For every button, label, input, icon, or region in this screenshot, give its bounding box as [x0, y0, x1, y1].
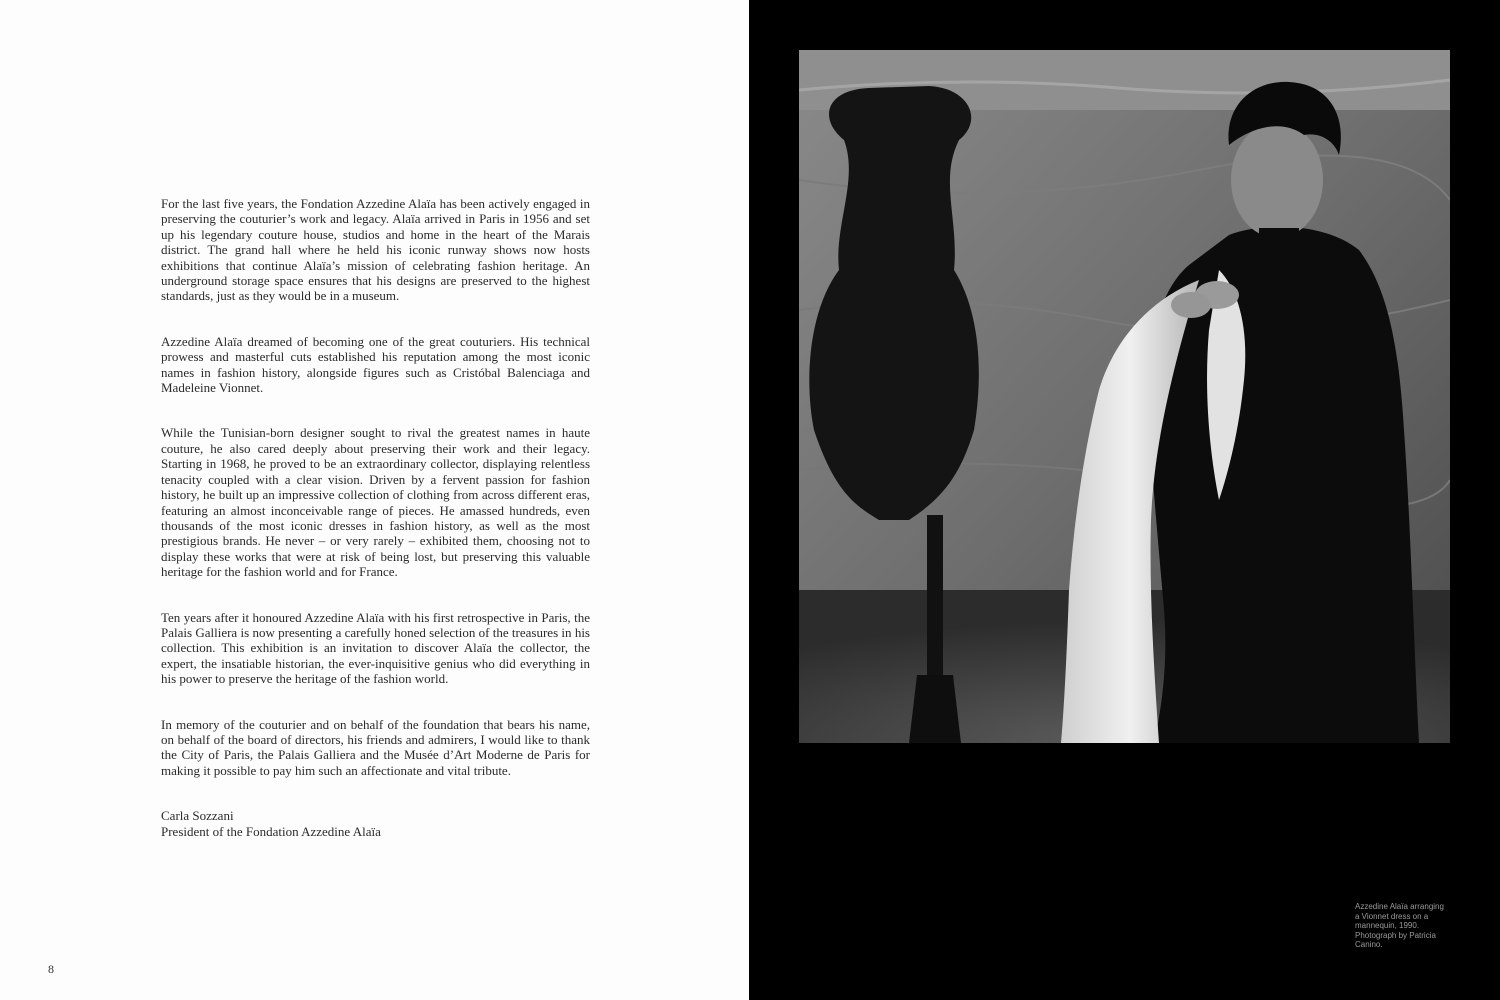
right-page [749, 0, 1500, 1000]
paragraph-2: Azzedine Alaïa dreamed of becoming one of the great couturiers. His technical prowess and masterful cuts established his reputation among the most iconic names in fashion history, alongside figures such as Cristóbal Balenciaga and Madeleine Vionnet. [161, 333, 590, 396]
left-page [0, 0, 749, 1000]
photograph [799, 50, 1450, 743]
signature [161, 808, 590, 839]
signature-name: Carla Sozzani [161, 808, 234, 824]
paragraph-1: For the last five years, the Fondation Azzedine Alaïa has been actively engaged in preserving the couturier’s work and legacy. Alaïa arrived in Paris in 1956 and set up his legendary couture house, studios and home in the heart of the Marais district. The grand hall where he held his iconic runway shows now hosts exhibitions that continue Alaïa’s mission of celebrating fashion heritage. An underground storage space ensures that his designs are preserved to the highest standards, just as they would be in a museum. [161, 196, 590, 304]
paragraph-4: Ten years after it honoured Azzedine Alaïa with his first retrospective in Paris, the Palais Galliera is now presenting a carefully honed selection of the treasures in his collection. This exhibition is an invitation to discover Alaïa the collector, the expert, the insatiable historian, the ever-inquisitive genius who did everything in his power to preserve the heritage of the fashion world. [161, 609, 590, 687]
signature-title: President of the Fondation Azzedine Alaïa [161, 823, 381, 839]
photograph-illustration [799, 50, 1450, 743]
photo-caption: Azzedine Alaïa arranging a Vionnet dress on a mannequin, 1990. Photograph by Patricia Canino. [1355, 902, 1444, 949]
paragraph-3: While the Tunisian-born designer sought to rival the greatest names in haute couture, he also cared deeply about preserving their work and their legacy. Starting in 1968, he proved to be an extraordinary collector, displaying relentless tenacity coupled with a clear vision. Driven by a fervent passion for fashion history, he built up an impressive collection of clothing from across different eras, featuring an almost inconceivable range of pieces. He amassed hundreds, even thousands of the most iconic dresses in fashion history, as well as the most prestigious brands. He never – or very rarely – exhibited them, choosing not to display these works that were at risk of being lost, but preserving this valuable heritage for the fashion world and for France. [161, 425, 590, 580]
paragraph-5: In memory of the couturier and on behalf of the foundation that bears his name, on behalf of the board of directors, his friends and admirers, I would like to thank the City of Paris, the Palais Galliera and the Musée d’Art Moderne de Paris for making it possible to pay him such an affectionate and vital tribute. [161, 716, 590, 778]
foreword-text [161, 196, 590, 839]
page-number: 8 [48, 962, 54, 976]
